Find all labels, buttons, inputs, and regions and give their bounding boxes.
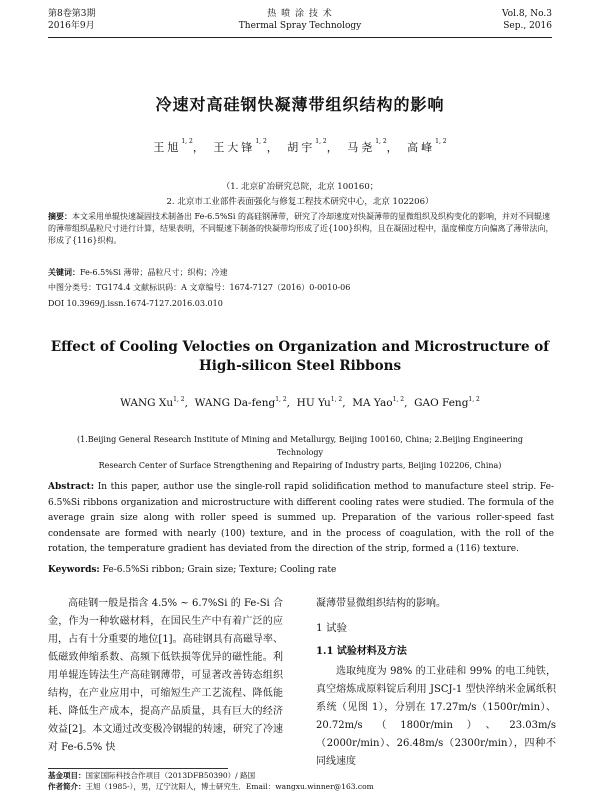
affiliations-en xyxy=(60,433,540,472)
body-column-left xyxy=(48,595,283,757)
footnote-rule xyxy=(48,768,228,769)
author-en: WANG Xu$^{1, 2}$ xyxy=(120,396,185,409)
journal-name-cn: 热 喷 涂 技 术 xyxy=(267,9,333,19)
issue-number: 第8卷第3期 xyxy=(48,9,96,19)
title-cn: 冷速对高硅钢快凝薄带组织结构的影响 xyxy=(155,95,445,114)
author-cn: 胡宇$^{1, 2}$ xyxy=(287,138,327,154)
author-en: HU Yu$^{1, 2}$ xyxy=(296,396,343,409)
authors-cn: 王旭$^{1, 2}$， 王大锋$^{1, 2}$， 胡宇$^{1, 2}$， 马尧$^{1, 2}$， 高峰$^{1, 2}$ xyxy=(153,138,447,154)
intro-paragraph: 高硅钢一般是指含 4.5% ~ 6.7%Si 的 Fe-Si 合金，作为一种软磁材料，在国民生产中有着广泛的应用，占有十分重要的地位[1]。高硅钢具有高磁导率、低磁致伸缩系数、高频下低铁损等优异的磁性能。利用单辊连铸法生产高硅钢薄带，可显著改善铸态组织结构，在产业应用中，可缩短生产工艺流程、降低能耗、降低生产成本，提高产品质量，具有巨大的经济效益[2]。本文通过改变极冷钢辊的转速，研究了冷速对 Fe-6.5% 快 xyxy=(48,598,283,753)
footnote-fund-label: 基金项目： xyxy=(48,771,86,780)
header-rule xyxy=(48,37,552,38)
subsection-heading: 1.1 试验材料及方法 xyxy=(316,646,407,657)
author-cn: 王旭$^{1, 2}$ xyxy=(153,138,193,154)
affiliation-2-en: Research Center of Surface Strengthening and Repairing of Industry parts, Beijing 102206, China) xyxy=(98,461,502,470)
author-en: GAO Feng$^{1, 2}$ xyxy=(414,396,480,409)
abstract-text-cn: 本文采用单辊快速凝固技术制备出 Fe-6.5%Si 的高硅钢薄带，研究了冷却速度对快凝薄带的显微组织及织构变化的影响，并对不同辊速的薄带组织晶粒尺寸进行计算，结果表明，不同辊速下制备的快凝带均形成了近{100}织构，且在凝固过程中，温度梯度方向偏离了薄带法向，形成了{116}织构。 xyxy=(48,212,554,245)
classification: 中图分类号：TG174.4 文献标识码：A 文章编号：1674-7127（2016）0-0010-06 xyxy=(48,283,351,292)
title-en xyxy=(0,338,600,376)
title-en-line-2: High-silicon Steel Ribbons xyxy=(198,358,402,374)
issue-date: 2016年9月 xyxy=(48,21,95,31)
author-cn: 王大锋$^{1, 2}$ xyxy=(213,138,267,154)
author-cn: 马尧$^{1, 2}$ xyxy=(347,138,387,154)
abstract-label-cn: 摘要： xyxy=(48,211,72,221)
doi: DOI 10.3969/j.issn.1674-7127.2016.03.010 xyxy=(48,299,223,308)
keywords-label-en: Keywords: xyxy=(48,565,100,575)
journal-name-en: Thermal Spray Technology xyxy=(238,21,362,31)
abstract-label-en: Abstract: xyxy=(48,482,95,492)
keywords-text-cn: Fe-6.5%Si 薄带；晶粒尺寸；织构；冷速 xyxy=(80,268,228,277)
volume-info xyxy=(502,8,552,32)
authors-en: WANG Xu$^{1, 2}$, WANG Da-feng$^{1, 2}$, HU Yu$^{1, 2}$, MA Yao$^{1, 2}$, GAO Feng$^{1, 2}$ xyxy=(120,396,480,409)
footnote-author xyxy=(48,782,556,792)
volume-date: Sep., 2016 xyxy=(503,21,552,31)
methods-paragraph: 选取纯度为 98% 的工业硅和 99% 的电工纯铁，真空熔炼成原料锭后利用 JSCJ-1 型快淬纳米金属纸积系统（见图 1），分别在 17.27m/s（1500r/min）、20.72m/s（1800r/min）、23.03m/s（2000r/min）、26.48m/s（2300r/min），四种不同线速度 xyxy=(316,666,556,767)
keywords-label-cn: 关键词： xyxy=(48,267,80,277)
abstract-text-en: In this paper, author use the single-roll rapid solidification method to manufacture steel strip. Fe-6.5%Si ribbons organization and microstructure with different cooling rates were studied. The formula of the average grain size along with roller speed is summed up. Preparation of the various roller-speed fast condensate are formed with nearly (100) texture, and in the process of coagulation, with the roll of the rotation, the temperature gradient has deviated from the direction of the strip, formed a (116) texture. xyxy=(48,482,554,554)
footnote-fund-text: 国家国际科技合作项目（2013DFB50390）/ 路国 xyxy=(85,771,256,780)
author-cn: 高峰$^{1, 2}$ xyxy=(407,138,447,154)
body-column-right xyxy=(316,595,556,771)
footnote-author-text: 王旭（1985-），男，辽宁沈阳人，博士研究生．Email：wangxu.winner@163.com xyxy=(85,782,374,791)
affiliations-cn xyxy=(0,180,600,210)
intro-paragraph-end: 凝薄带显微组织结构的影响。 xyxy=(316,598,446,609)
author-en: WANG Da-feng$^{1, 2}$ xyxy=(194,396,287,409)
affiliation-2-cn: 2. 北京市工业部件表面强化与修复工程技术研究中心，北京 102206） xyxy=(166,197,434,207)
abstract-cn xyxy=(48,210,556,247)
footnote-fund xyxy=(48,771,556,781)
volume-number: Vol.8, No.3 xyxy=(501,9,552,19)
keywords-text-en: Fe-6.5%Si ribbon; Grain size; Texture; Cooling rate xyxy=(102,565,337,575)
footnote-author-label: 作者简介： xyxy=(48,782,86,791)
author-en: MA Yao$^{1, 2}$ xyxy=(352,396,405,409)
affiliation-1-en: (1.Beijing General Research Institute of Mining and Metallurgy, Beijing 100160, China; 2.Beijing Engineering Technology xyxy=(76,435,523,457)
journal-name xyxy=(48,8,552,32)
keywords-en xyxy=(48,565,554,575)
affiliation-1-cn: （1. 北京矿冶研究总院，北京 100160； xyxy=(221,182,379,192)
abstract-en xyxy=(48,480,554,558)
title-en-line-1: Effect of Cooling Velocties on Organization and Microstructure of xyxy=(50,339,550,355)
keywords-cn xyxy=(48,266,556,279)
section-heading: 1 试验 xyxy=(316,622,348,634)
